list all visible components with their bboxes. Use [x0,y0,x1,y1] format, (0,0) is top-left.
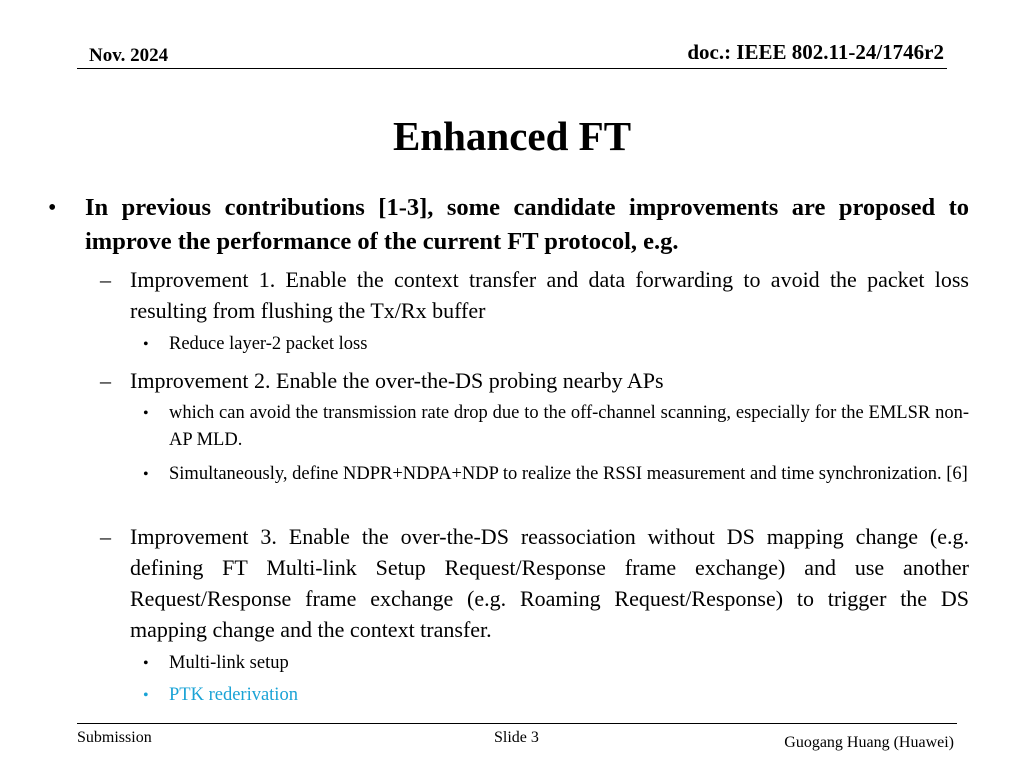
improvement-1: Improvement 1. Enable the context transfer and data forwarding to avoid the packet loss resulting from flushing the Tx/Rx buffer [130,267,969,323]
header-date: Nov. 2024 [89,45,169,66]
footer-divider [77,723,957,724]
improvement-3-sub-2: PTK rederivation [169,685,298,705]
slide-title: Enhanced FT [392,113,632,159]
improvement-2-sub-2: Simultaneously, define NDPR+NDPA+NDP to realize the RSSI measurement and time synchronization. [6] [169,464,968,484]
header-doc-id: doc.: IEEE 802.11-24/1746r2 [687,40,944,64]
bullet-marker: • [143,655,149,672]
bullet-marker: • [143,687,149,704]
dash-marker: – [100,524,111,549]
improvement-3-sub-1: Multi-link setup [169,653,289,673]
bullet-marker: • [143,466,149,483]
bullet-level1: In previous contributions [1-3], some candidate improvements are proposed to improve the performance of the current FT protocol, e.g. [85,194,969,255]
bullet-marker: • [143,405,149,422]
improvement-3: Improvement 3. Enable the over-the-DS reassociation without DS mapping change (e.g. defining FT Multi-link Setup Request/Response frame exchange) and use another Request/Response frame exchange (e.g. Roaming Request/Response) to trigger the DS mapping change and the context transfer. [130,524,969,642]
bullet-marker: • [48,195,57,221]
dash-marker: – [100,267,111,292]
footer-submission: Submission [77,729,152,746]
footer-author: Guogang Huang (Huawei) [784,734,954,751]
bullet-marker: • [143,336,149,353]
dash-marker: – [100,368,111,393]
improvement-2: Improvement 2. Enable the over-the-DS probing nearby APs [130,368,664,393]
footer-slide-number: Slide 3 [494,729,539,746]
improvement-2-sub-1: which can avoid the transmission rate drop due to the off-channel scanning, especially for the EMLSR non-AP MLD. [169,403,969,450]
improvement-1-sub-1: Reduce layer-2 packet loss [169,334,368,354]
